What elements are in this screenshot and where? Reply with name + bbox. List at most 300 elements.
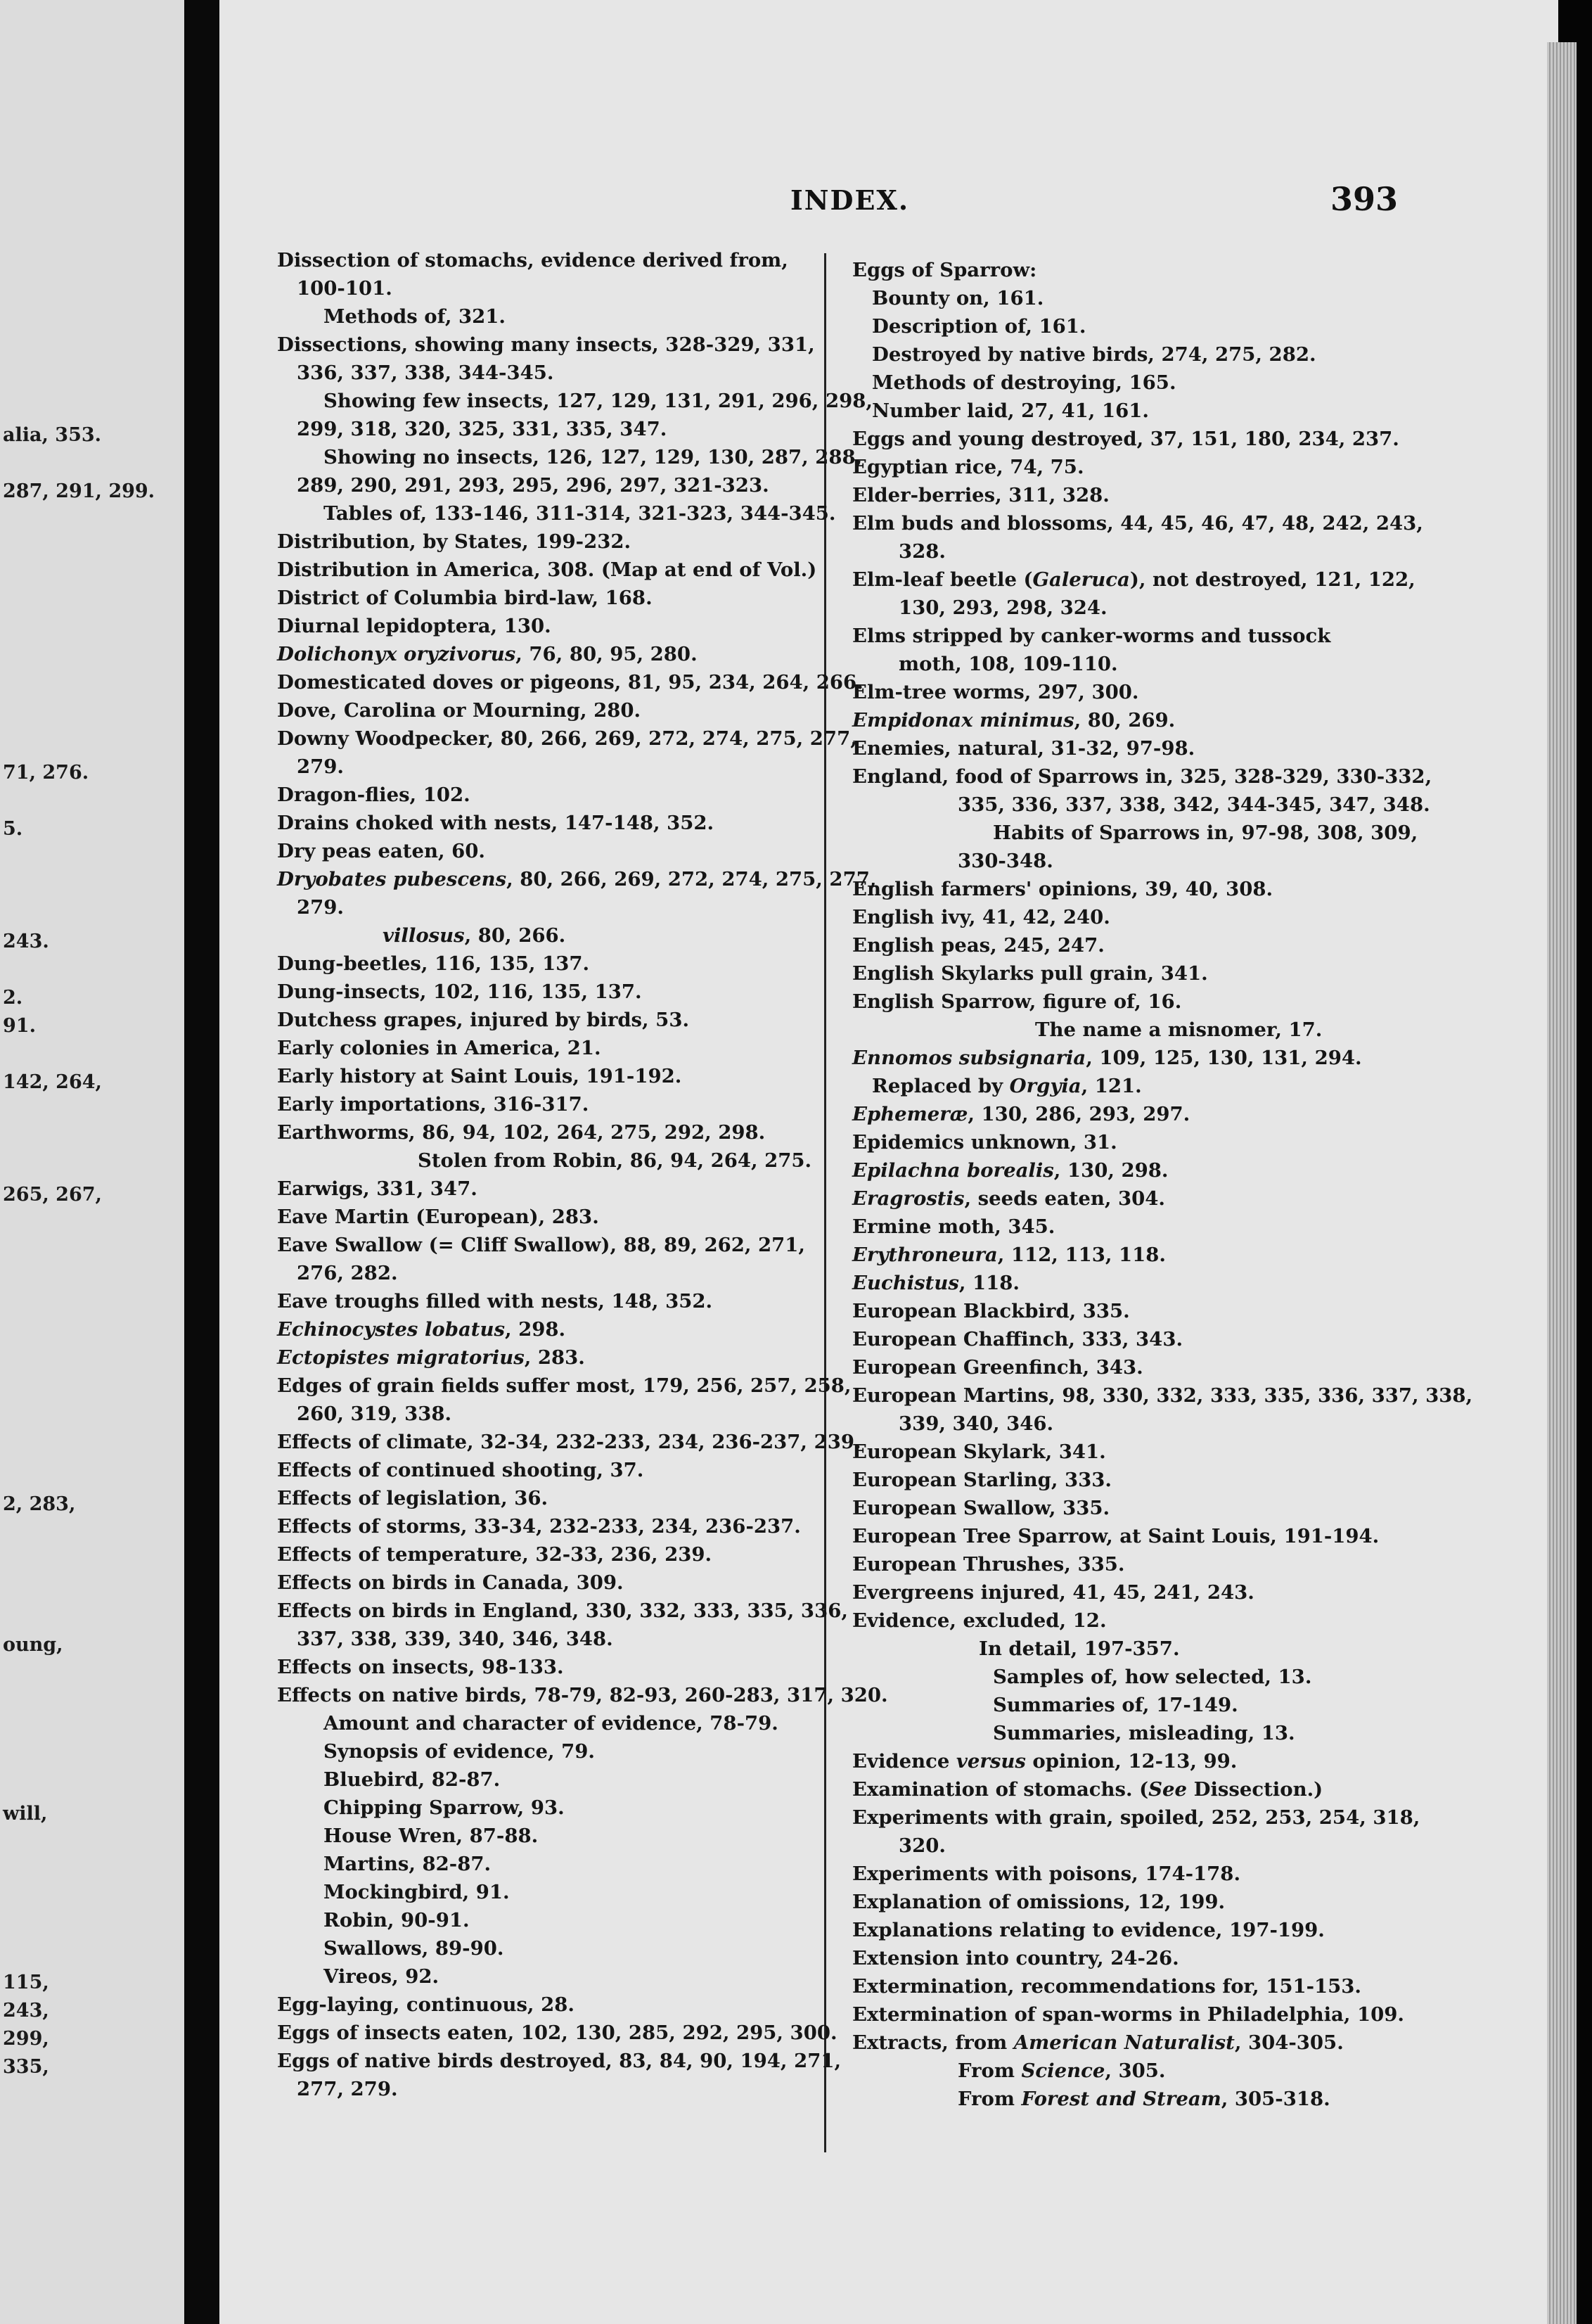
entry-text: Dutchess grapes, injured by birds, 53. [277,1009,690,1031]
index-entry [852,566,1558,594]
index-entry [277,1400,896,1428]
index-entry [852,1241,1558,1269]
index-entry [852,706,1558,734]
entry-text: Tables of, 133-146, 311-314, 321-323, 344-345. [323,502,836,525]
entry-text: Dissection of stomachs, evidence derived from, [277,249,788,272]
entry-text: 260, 319, 338. [297,1403,452,1425]
index-entry [852,650,1558,678]
entry-text: Dung-beetles, 116, 135, 137. [277,952,590,975]
entry-text: In detail, 197-357. [979,1637,1180,1660]
index-entry [852,2029,1558,2057]
index-entry [277,1231,896,1259]
entry-text-italic: Ectopistes migratorius [277,1346,525,1369]
entry-text: 339, 340, 346. [899,1412,1054,1435]
index-entry [852,509,1558,537]
entry-text: Bluebird, 82-87. [323,1768,501,1791]
index-entry [277,1512,896,1540]
entry-text: 100-101. [297,277,392,300]
index-entry [852,734,1558,762]
index-entry [277,865,896,893]
index-entry [277,1737,896,1766]
entry-text: 279. [297,896,344,919]
index-entry [277,1794,896,1822]
index-entry [277,246,896,274]
entry-text: Elder-berries, 311, 328. [852,484,1110,506]
entry-text: Distribution, by States, 199-232. [277,530,631,553]
index-entry [277,1203,896,1231]
entry-text: , 130, 286, 293, 297. [968,1103,1190,1125]
entry-text-italic: Eragrostis [852,1187,965,1210]
index-entry [852,1185,1558,1213]
entry-text: Effects on insects, 98-133. [277,1656,564,1678]
entry-text: Methods of destroying, 165. [872,371,1176,394]
entry-text: Effects of continued shooting, 37. [277,1459,644,1481]
index-entry [852,1269,1558,1297]
index-entry [852,1747,1558,1775]
index-entry [852,1803,1558,1832]
entry-text-italic: Echinocystes lobatus [277,1318,505,1341]
index-entry [852,1072,1558,1100]
entry-text: Effects on birds in England, 330, 332, 333, 335, 336, [277,1600,848,1622]
entry-text: Extracts, from [852,2031,1014,2054]
entry-text: Amount and character of evidence, 78-79. [323,1712,778,1735]
entry-text-italic: See [1148,1778,1188,1801]
index-entry [852,1494,1558,1522]
index-entry [852,2085,1558,2113]
entry-text: Dissections, showing many insects, 328-329, 331, [277,333,815,356]
entry-text: , 80, 266. [464,924,566,947]
facing-page-fragment [0,0,184,2324]
index-entry [852,1438,1558,1466]
index-entry [852,1860,1558,1888]
entry-text-italic: Galeruca [1032,568,1130,591]
index-entry [852,1156,1558,1185]
index-entry [277,359,896,387]
entry-text: , 283. [524,1346,585,1369]
index-entry [277,1878,896,1906]
index-column-left [277,246,896,2103]
entry-text: Synopsis of evidence, 79. [323,1740,596,1763]
index-entry [277,1484,896,1512]
index-entry [277,809,896,837]
entry-text: , 80, 266, 269, 272, 274, 275, 277, [506,868,877,890]
entry-text: Effects on birds in Canada, 309. [277,1571,624,1594]
entry-text: Downy Woodpecker, 80, 266, 269, 272, 274, 275, 277, [277,727,857,750]
entry-text: From [958,2060,1022,2082]
entry-text-italic: villosus [383,924,465,947]
index-entry [277,1540,896,1569]
index-entry [277,2019,896,2047]
entry-text: Swallows, 89-90. [323,1937,504,1960]
facing-page-text: 265, 267, [3,1184,102,1206]
index-column-right [852,256,1558,2113]
entry-text: Effects on native birds, 78-79, 82-93, 260-283, 317, 320. [277,1684,888,1706]
entry-text: European Starling, 333. [852,1469,1112,1491]
entry-text: Summaries of, 17-149. [993,1694,1238,1716]
entry-text: , 305. [1105,2060,1166,2082]
entry-text: , 298. [504,1318,566,1341]
index-entry [852,1410,1558,1438]
entry-text: Eggs and young destroyed, 37, 151, 180, 234, 237. [852,428,1399,450]
index-entry [852,256,1558,284]
entry-text: Methods of, 321. [323,305,506,328]
entry-text: moth, 108, 109-110. [899,653,1118,675]
page-edges [1547,42,1577,2324]
entry-text: Eggs of insects eaten, 102, 130, 285, 292, 295, 300. [277,2022,837,2044]
entry-text: Showing few insects, 127, 129, 131, 291, 296, 298, [323,390,873,412]
index-entry [852,1297,1558,1325]
entry-text: From [958,2088,1022,2110]
entry-text: Early importations, 316-317. [277,1093,589,1116]
entry-text: Effects of temperature, 32-33, 236, 239. [277,1543,712,1566]
index-page [219,0,1558,2324]
entry-text: European Greenfinch, 343. [852,1356,1143,1379]
index-entry [277,1372,896,1400]
index-entry [852,1916,1558,1944]
index-entry [277,1147,896,1175]
entry-text-italic: Dolichonyx oryzivorus [277,643,516,665]
index-entry [277,640,896,668]
index-entry [852,1016,1558,1044]
index-entry [277,978,896,1006]
index-entry [277,921,896,950]
index-entry [277,1175,896,1203]
entry-text-italic: Euchistus [852,1272,959,1294]
entry-text: Ermine moth, 345. [852,1215,1055,1238]
entry-text: 337, 338, 339, 340, 346, 348. [297,1628,613,1650]
entry-text-italic: Empidonax minimus [852,709,1074,732]
index-entry [277,1062,896,1090]
entry-text-italic: versus [956,1750,1026,1773]
entry-text: Extermination, recommendations for, 151-153. [852,1975,1361,1998]
index-entry [277,837,896,865]
facing-page-text: 335, [3,2056,49,2078]
index-entry [852,1944,1558,1972]
entry-text: Dragon-flies, 102. [277,784,470,806]
entry-text: , 109, 125, 130, 131, 294. [1086,1047,1362,1069]
entry-text: Evergreens injured, 41, 45, 241, 243. [852,1581,1254,1604]
entry-text: , 118. [958,1272,1020,1294]
entry-text: European Blackbird, 335. [852,1300,1130,1322]
entry-text: Elm-leaf beetle ( [852,568,1033,591]
entry-text: , 112, 113, 118. [997,1244,1166,1266]
entry-text: The name a misnomer, 17. [1035,1019,1323,1041]
entry-text: Evidence, excluded, 12. [852,1609,1107,1632]
index-entry [277,1653,896,1681]
index-entry [277,1090,896,1118]
entry-text: European Swallow, 335. [852,1497,1110,1519]
index-entry [277,950,896,978]
entry-text: Epidemics unknown, 31. [852,1131,1117,1154]
entry-text: 328. [899,540,946,563]
facing-page-text: 5. [3,818,23,840]
entry-text: Bounty on, 161. [872,287,1044,309]
index-entry [852,1972,1558,2000]
index-entry [277,1315,896,1343]
index-entry [852,1635,1558,1663]
index-entry [852,762,1558,791]
entry-text: Effects of legislation, 36. [277,1487,548,1509]
entry-text: English Sparrow, figure of, 16. [852,990,1182,1013]
entry-text: Egg-laying, continuous, 28. [277,1993,574,2016]
entry-text: Showing no insects, 126, 127, 129, 130, 287, 288, [323,446,863,468]
index-entry [277,1428,896,1456]
entry-text-italic: Science [1021,2060,1105,2082]
page-number: 393 [1330,180,1399,218]
index-entry [852,340,1558,369]
index-entry [852,1466,1558,1494]
entry-text: Earwigs, 331, 347. [277,1177,477,1200]
entry-text-italic: American Naturalist [1013,2031,1235,2054]
entry-text: 130, 293, 298, 324. [899,596,1108,619]
entry-text: Early history at Saint Louis, 191-192. [277,1065,682,1087]
index-entry [852,1550,1558,1578]
index-entry [852,1578,1558,1607]
entry-text: Effects of storms, 33-34, 232-233, 234, 236-237. [277,1515,801,1538]
index-entry [277,1709,896,1737]
entry-text: England, food of Sparrows in, 325, 328-329, 330-332, [852,765,1432,788]
index-entry [852,1691,1558,1719]
index-entry [852,903,1558,931]
entry-text: Effects of climate, 32-34, 232-233, 234, 236-237, 239. [277,1431,861,1453]
entry-text: Destroyed by native birds, 274, 275, 282. [872,343,1316,366]
entry-text: Earthworms, 86, 94, 102, 264, 275, 292, 298. [277,1121,766,1144]
entry-text: 320. [899,1834,946,1857]
index-entry [277,1850,896,1878]
entry-text: 276, 282. [297,1262,398,1284]
index-entry [852,1353,1558,1381]
entry-text: Edges of grain fields suffer most, 179, 256, 257, 258, [277,1374,852,1397]
entry-text: Enemies, natural, 31-32, 97-98. [852,737,1195,760]
index-entry [277,302,896,331]
index-entry [852,931,1558,959]
facing-page-text: oung, [3,1634,63,1656]
facing-page-text: 115, [3,1972,49,1993]
index-entry [852,1719,1558,1747]
entry-text: Eave troughs filled with nests, 148, 352. [277,1290,713,1313]
entry-text: 330-348. [958,850,1053,872]
index-entry [277,1822,896,1850]
entry-text: , 80, 269. [1074,709,1176,732]
entry-text: Mockingbird, 91. [323,1881,510,1903]
entry-text: 335, 336, 337, 338, 342, 344-345, 347, 348. [958,793,1430,816]
entry-text: , 304-305. [1234,2031,1344,2054]
facing-page-text: 142, 264, [3,1071,102,1093]
entry-text: English Skylarks pull grain, 341. [852,962,1208,985]
index-entry [852,819,1558,847]
entry-text: Extermination of span-worms in Philadelphia, 109. [852,2003,1404,2026]
facing-page-text: 71, 276. [3,762,89,784]
index-entry [852,1522,1558,1550]
index-entry [852,481,1558,509]
index-entry [277,893,896,921]
entry-text-italic: Dryobates pubescens [277,868,507,890]
entry-text: Domesticated doves or pigeons, 81, 95, 234, 264, 266. [277,671,864,694]
entry-text: Description of, 161. [872,315,1086,338]
facing-page-text: 243, [3,2000,49,2022]
index-entry [277,1034,896,1062]
index-entry [277,1906,896,1934]
entry-text: opinion, 12-13, 99. [1025,1750,1238,1773]
index-entry [277,668,896,696]
index-entry [852,875,1558,903]
index-entry [277,1287,896,1315]
index-entry [852,622,1558,650]
entry-text: 277, 279. [297,2078,398,2100]
index-entry [277,1343,896,1372]
entry-text: European Chaffinch, 333, 343. [852,1328,1183,1351]
entry-text: Examination of stomachs. ( [852,1778,1149,1801]
entry-text: Eave Swallow (= Cliff Swallow), 88, 89, 262, 271, [277,1234,805,1256]
entry-text: , seeds eaten, 304. [964,1187,1165,1210]
index-entry [852,284,1558,312]
entry-text: Drains choked with nests, 147-148, 352. [277,812,714,834]
index-entry [852,1663,1558,1691]
facing-page-text: 91. [3,1015,36,1037]
index-entry [277,1259,896,1287]
entry-text: Distribution in America, 308. (Map at end of Vol.) [277,558,817,581]
index-entry [852,397,1558,425]
index-entry [852,1888,1558,1916]
page-title: INDEX. [790,184,910,216]
index-entry [852,594,1558,622]
entry-text: European Tree Sparrow, at Saint Louis, 191-194. [852,1525,1380,1547]
index-entry [852,1100,1558,1128]
index-entry [852,1325,1558,1353]
entry-text-italic: Ennomos subsignaria [852,1047,1086,1069]
index-entry [277,724,896,753]
entry-text: English peas, 245, 247. [852,934,1105,957]
index-entry [852,453,1558,481]
entry-text-italic: Ephemeræ [852,1103,968,1125]
entry-text: Elms stripped by canker-worms and tussock [852,625,1331,647]
index-entry [277,1118,896,1147]
index-entry [277,331,896,359]
facing-page-text: alia, 353. [3,424,102,446]
entry-text: Samples of, how selected, 13. [993,1666,1312,1688]
entry-text: , 130, 298. [1053,1159,1169,1182]
index-entry [277,2075,896,2103]
index-entry [852,678,1558,706]
entry-text: District of Columbia bird-law, 168. [277,587,653,609]
entry-text: 279. [297,755,344,778]
index-entry [852,1213,1558,1241]
index-entry [277,499,896,528]
index-entry [277,274,896,302]
entry-text: Chipping Sparrow, 93. [323,1796,565,1819]
entry-text-italic: Epilachna borealis [852,1159,1054,1182]
index-entry [277,781,896,809]
facing-page-text: 2, 283, [3,1493,76,1515]
entry-text-italic: Forest and Stream [1021,2088,1221,2110]
entry-text: 336, 337, 338, 344-345. [297,362,554,384]
index-entry [852,2000,1558,2029]
entry-text: Stolen from Robin, 86, 94, 264, 275. [418,1149,812,1172]
index-entry [852,1832,1558,1860]
book-gutter [184,0,219,2324]
index-entry [277,1456,896,1484]
index-entry [277,2047,896,2075]
entry-text: Dove, Carolina or Mourning, 280. [277,699,641,722]
index-entry [277,528,896,556]
entry-text: , 76, 80, 95, 280. [515,643,698,665]
entry-text: Experiments with poisons, 174-178. [852,1863,1241,1885]
facing-page-text: will, [3,1803,48,1825]
entry-text: Diurnal lepidoptera, 130. [277,615,551,637]
entry-text: ), not destroyed, 121, 122, [1129,568,1416,591]
entry-text: Habits of Sparrows in, 97-98, 308, 309, [993,822,1418,844]
entry-text: European Thrushes, 335. [852,1553,1125,1576]
index-entry [277,1934,896,1962]
entry-text: Explanation of omissions, 12, 199. [852,1891,1226,1913]
entry-text: 289, 290, 291, 293, 295, 296, 297, 321-323. [297,474,769,497]
index-entry [277,1569,896,1597]
entry-text: Eggs of Sparrow: [852,259,1037,281]
entry-text: European Skylark, 341. [852,1441,1106,1463]
index-entry [852,1607,1558,1635]
index-entry [852,369,1558,397]
index-entry [277,696,896,724]
entry-text: Dissection.) [1187,1778,1323,1801]
index-entry [277,1681,896,1709]
index-entry [852,1381,1558,1410]
index-entry [277,753,896,781]
entry-text: Egyptian rice, 74, 75. [852,456,1084,478]
entry-text: Eggs of native birds destroyed, 83, 84, 90, 194, 271, [277,2050,842,2072]
entry-text: English ivy, 41, 42, 240. [852,906,1110,928]
entry-text: , 305-318. [1221,2088,1330,2110]
index-entry [277,1962,896,1991]
facing-page-text: 299, [3,2028,49,2050]
entry-text: Replaced by [872,1075,1010,1097]
entry-text-italic: Orgyia [1009,1075,1081,1097]
entry-text: Eave Martin (European), 283. [277,1206,599,1228]
index-entry [852,537,1558,566]
index-entry [277,1766,896,1794]
index-entry [852,425,1558,453]
index-entry [277,584,896,612]
entry-text: Elm buds and blossoms, 44, 45, 46, 47, 48, 242, 243, [852,512,1423,535]
entry-text: European Martins, 98, 330, 332, 333, 335, 336, 337, 338, [852,1384,1473,1407]
entry-text: Vireos, 92. [323,1965,439,1988]
entry-text: Robin, 90-91. [323,1909,470,1932]
entry-text: Dry peas eaten, 60. [277,840,485,862]
index-entry [852,1044,1558,1072]
index-entry [852,988,1558,1016]
index-entry [277,556,896,584]
entry-text: , 121. [1081,1075,1142,1097]
facing-page-text: 243. [3,931,49,952]
index-entry [852,1775,1558,1803]
entry-text: Summaries, misleading, 13. [993,1722,1295,1744]
index-entry [277,1006,896,1034]
entry-text-italic: Erythroneura [852,1244,998,1266]
index-entry [852,1128,1558,1156]
index-entry [277,387,896,415]
facing-page-text: 287, 291, 299. [3,480,155,502]
index-entry [277,471,896,499]
index-entry [277,1991,896,2019]
entry-text: 299, 318, 320, 325, 331, 335, 347. [297,418,667,440]
entry-text: Extension into country, 24-26. [852,1947,1179,1969]
entry-text: Elm-tree worms, 297, 300. [852,681,1139,703]
page-header [219,180,1558,226]
index-entry [277,415,896,443]
facing-page-text: 2. [3,987,23,1009]
index-entry [852,312,1558,340]
entry-text: House Wren, 87-88. [323,1825,539,1847]
index-entry [852,847,1558,875]
